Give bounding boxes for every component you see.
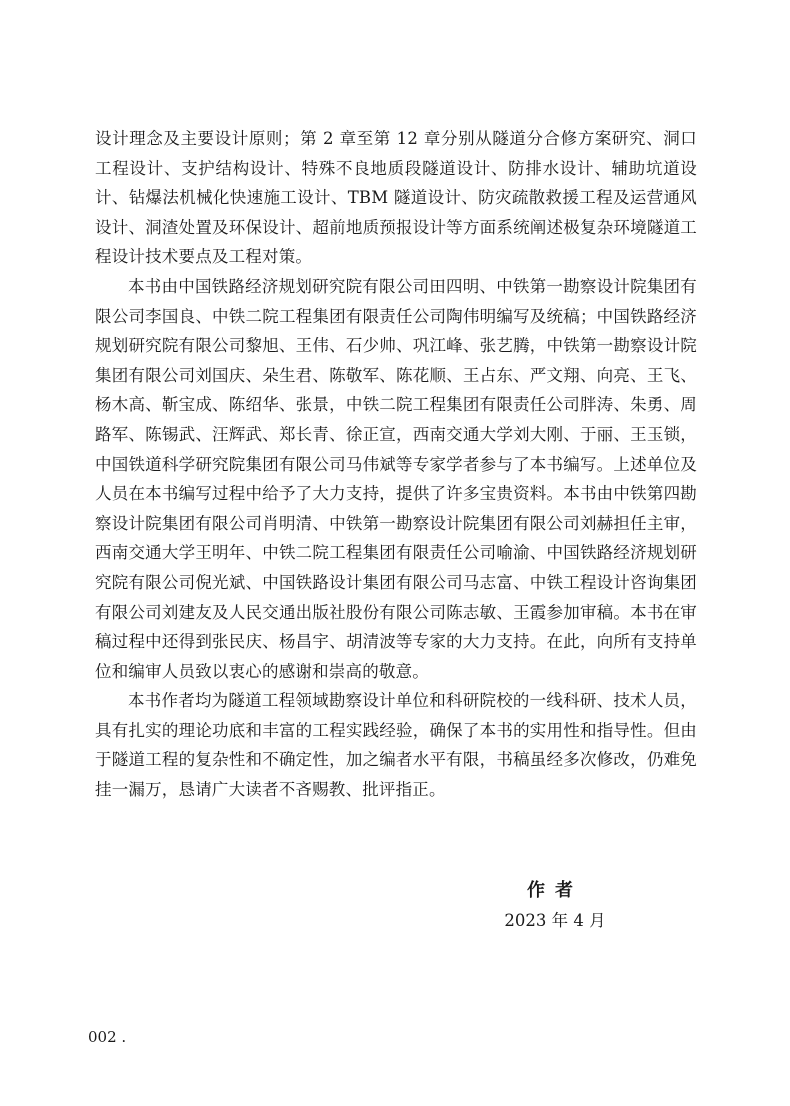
- publication-date: 2023 年 4 月: [504, 911, 606, 930]
- page-number: 002 .: [88, 1028, 127, 1046]
- paragraph-authors-note: 本书作者均为隧道工程领域勘察设计单位和科研院校的一线科研、技术人员，具有扎实的理论功底和丰富的工程实践经验，确保了本书的实用性和指导性。但由于隧道工程的复杂性和不确定性，加之编者水平有限，书稿虽经多次修改，仍难免挂一漏万，恳请广大读者不吝赐教、批评指正。: [95, 691, 697, 800]
- body-text: [95, 124, 697, 805]
- paragraph-acknowledgements: 本书由中国铁路经济规划研究院有限公司田四明、中铁第一勘察设计院集团有限公司李国良、中铁二院工程集团有限责任公司陶伟明编写及统稿；中国铁路经济规划研究院有限公司黎旭、王伟、石少帅、巩江峰、张艺腾，中铁第一勘察设计院集团有限公司刘国庆、朵生君、陈敬军、陈花顺、王占东、严文翔、向亮、王飞、杨木高、靳宝成、陈绍华、张景，中铁二院工程集团有限责任公司胖涛、朱勇、周路军、陈锡武、汪辉武、郑长青、徐正宣，西南交通大学刘大刚、于丽、王玉锁，中国铁道科学研究院集团有限公司马伟斌等专家学者参与了本书编写。上述单位及人员在本书编写过程中给予了大力支持，提供了许多宝贵资料。本书由中铁第四勘察设计院集团有限公司肖明清、中铁第一勘察设计院集团有限公司刘赫担任主审，西南交通大学王明年、中铁二院工程集团有限责任公司喻渝、中国铁路经济规划研究院有限公司倪光斌、中国铁路设计集团有限公司马志富、中铁工程设计咨询集团有限公司刘建友及人民交通出版社股份有限公司陈志敏、王霞参加审稿。本书在审稿过程中还得到张民庆、杨昌宇、胡清波等专家的大力支持。在此，向所有支持单位和编审人员致以衷心的感谢和崇高的敬意。: [95, 276, 697, 681]
- paragraph-continuation: 设计理念及主要设计原则；第 2 章至第 12 章分别从隧道分合修方案研究、洞口工程设计、支护结构设计、特殊不良地质段隧道设计、防排水设计、辅助坑道设计、钻爆法机械化快速施工设计、TBM 隧道设计、防灾疏散救援工程及运营通风设计、洞渣处置及环保设计、超前地质预报设计等方面系统阐述极复杂环境隧道工程设计技术要点及工程对策。: [95, 129, 697, 267]
- author-signature: 作者: [527, 880, 583, 901]
